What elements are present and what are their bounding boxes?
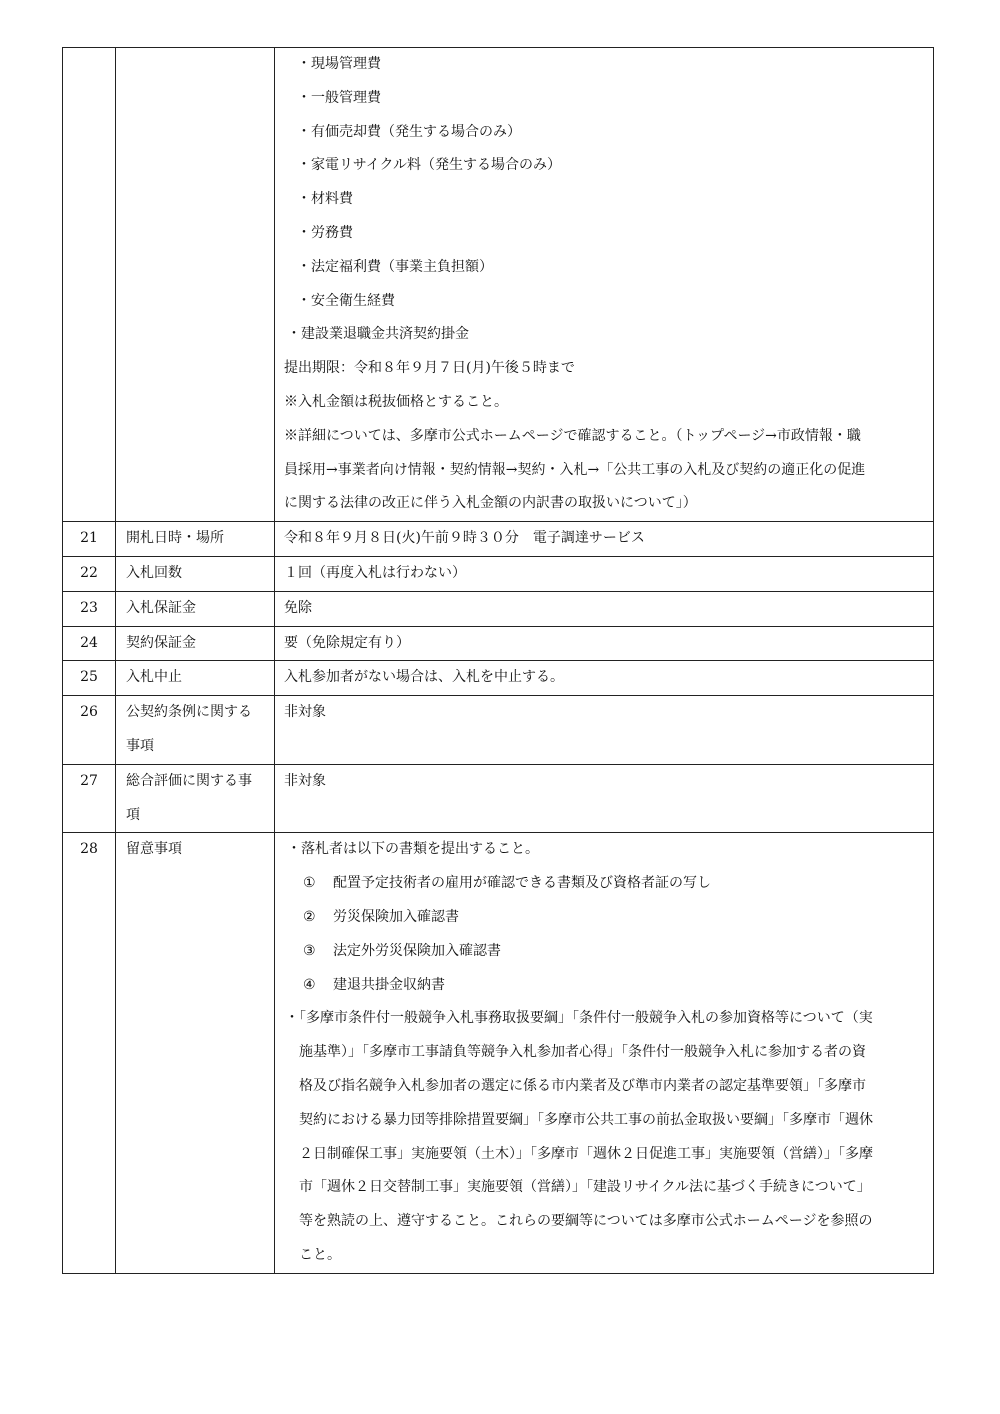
- row-number-cell: [63, 48, 116, 522]
- table-row: [63, 661, 934, 696]
- content-cell: 要（免除規定有り）: [275, 626, 934, 661]
- item-cell: 総合評価に関する事 項: [116, 764, 275, 833]
- item-number: ③: [303, 942, 316, 959]
- row-number-cell: 23: [63, 591, 116, 626]
- content-cell: 入札参加者がない場合は、入札を中止する。: [275, 661, 934, 696]
- content-cell: 非対象: [275, 764, 934, 833]
- note-text: に関する法律の改正に伴う入札金額の内訳書の取扱いについて」）: [284, 495, 697, 512]
- item-cell: 開札日時・場所: [116, 522, 275, 557]
- paragraph-line: 市「週休２日交替制工事」実施要領（営繕）」「建設リサイクル法に基づく手続きについて」: [299, 1179, 871, 1196]
- table-row: [63, 48, 934, 522]
- list-item: ・安全衛生経費: [297, 292, 395, 309]
- note-text: ※入札金額は税抜価格とすること。: [284, 393, 508, 410]
- item-cell: 入札中止: [116, 661, 275, 696]
- paragraph-line: 格及び指名競争入札参加者の選定に係る市内業者及び準市内業者の認定基準要領」「多摩市: [299, 1077, 866, 1094]
- table-row: [63, 833, 934, 1273]
- list-item: ・有価売却費（発生する場合のみ）: [297, 123, 521, 140]
- paragraph-line: 等を熟読の上、遵守すること。これらの要綱等については多摩市公式ホームページを参照の: [299, 1213, 873, 1230]
- table-row: [63, 696, 934, 765]
- row-number-cell: 21: [63, 522, 116, 557]
- content-cell: [275, 48, 934, 522]
- content-cell: 非対象: [275, 696, 934, 765]
- table-row: [63, 764, 934, 833]
- content-cell: １回（再度入札は行わない）: [275, 556, 934, 591]
- specification-table: [62, 47, 934, 1274]
- paragraph-line: 施基準）」「多摩市工事請負等競争入札参加者心得」「条件付一般競争入札に参加する者の資: [299, 1044, 866, 1061]
- item-number: ①: [303, 875, 316, 892]
- intro-text: ・落札者は以下の書類を提出すること。: [287, 841, 539, 858]
- note-text: ※詳細については、多摩市公式ホームページで確認すること。（トップページ→市政情報・職: [284, 427, 861, 444]
- list-item: ・一般管理費: [297, 89, 381, 106]
- row-number-cell: 26: [63, 696, 116, 765]
- row-number-cell: 22: [63, 556, 116, 591]
- row-number-cell: 28: [63, 833, 116, 1273]
- item-cell: 公契約条例に関する 事項: [116, 696, 275, 765]
- table-row: [63, 591, 934, 626]
- item-number: ④: [303, 976, 316, 993]
- list-item: ④ 建退共掛金収納書: [275, 969, 933, 1003]
- item-number: ②: [303, 908, 316, 925]
- item-cell: [116, 48, 275, 522]
- content-cell: 免除: [275, 591, 934, 626]
- paragraph-line: 契約における暴力団等排除措置要綱」「多摩市公共工事の前払金取扱い要綱」「多摩市「週休: [299, 1111, 873, 1128]
- list-item: ① 配置予定技術者の雇用が確認できる書類及び資格者証の写し: [275, 867, 933, 901]
- item-cell: 留意事項: [116, 833, 275, 1273]
- list-item: ・労務費: [297, 224, 353, 241]
- note-text: 員採用→事業者向け情報・契約情報→契約・入札→「公共工事の入札及び契約の適正化の促進: [284, 461, 866, 478]
- row-number-cell: 25: [63, 661, 116, 696]
- list-item: ・建設業退職金共済契約掛金: [287, 326, 469, 343]
- item-cell: 入札保証金: [116, 591, 275, 626]
- paragraph-line: こと。: [299, 1246, 341, 1263]
- list-item: ・家電リサイクル料（発生する場合のみ）: [297, 157, 562, 174]
- content-cell: 令和８年９月８日(火)午前９時３０分 電子調達サービス: [275, 522, 934, 557]
- list-item: ・法定福利費（事業主負担額）: [297, 258, 493, 275]
- table-row: [63, 522, 934, 557]
- table-row: [63, 626, 934, 661]
- list-item: ・現場管理費: [297, 56, 381, 72]
- deadline-text: 提出期限：令和８年９月７日(月)午後５時まで: [284, 360, 575, 377]
- row-number-cell: 24: [63, 626, 116, 661]
- row-number-cell: 27: [63, 764, 116, 833]
- paragraph-line: ・「多摩市条件付一般競争入札事務取扱要綱」「条件付一般競争入札の参加資格等について（実: [285, 1010, 873, 1027]
- item-cell: 契約保証金: [116, 626, 275, 661]
- list-item: ③ 法定外労災保険加入確認書: [275, 935, 933, 969]
- list-item: ② 労災保険加入確認書: [275, 901, 933, 935]
- item-cell: 入札回数: [116, 556, 275, 591]
- content-cell: [275, 833, 934, 1273]
- paragraph-line: ２日制確保工事」実施要領（土木）」「多摩市「週休２日促進工事」実施要領（営繕）」「多摩: [299, 1145, 873, 1162]
- table-row: [63, 556, 934, 591]
- list-item: ・材料費: [297, 191, 353, 208]
